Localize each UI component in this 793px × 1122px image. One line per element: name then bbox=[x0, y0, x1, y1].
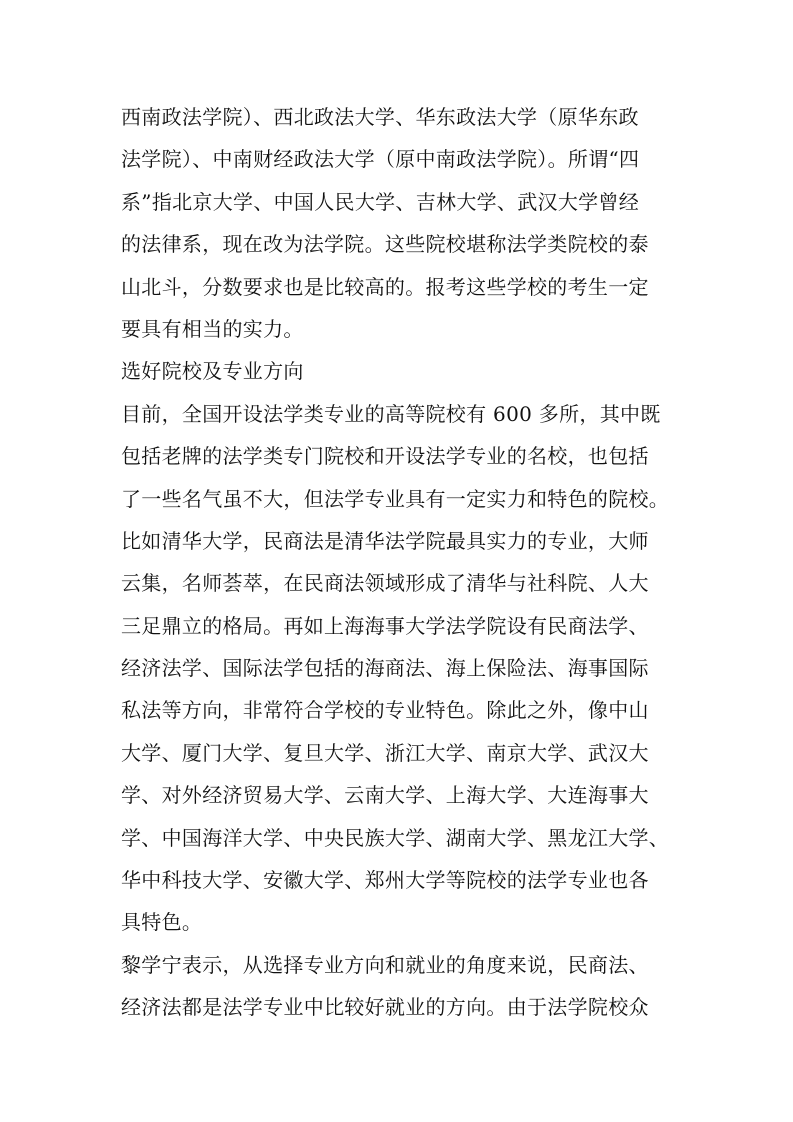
text-line: 大学、厦门大学、复旦大学、浙江大学、南京大学、武汉大 bbox=[121, 740, 649, 765]
text-line: 目前，全国开设法学类专业的高等院校有 600 多所，其中既 bbox=[121, 401, 661, 426]
text-line: 比如清华大学，民商法是清华法学院最具实力的专业，大师 bbox=[121, 528, 649, 553]
text-line: 经济法都是法学专业中比较好就业的方向。由于法学院校众 bbox=[121, 995, 649, 1020]
body-text bbox=[121, 96, 689, 1029]
text-line: 学、对外经济贸易大学、云南大学、上海大学、大连海事大 bbox=[121, 783, 649, 808]
text-line: 华中科技大学、安徽大学、郑州大学等院校的法学专业也各 bbox=[121, 868, 649, 893]
text-line: 包括老牌的法学类专门院校和开设法学专业的名校，也包括 bbox=[121, 444, 649, 469]
text-line: 了一些名气虽不大，但法学专业具有一定实力和特色的院校。 bbox=[121, 486, 670, 511]
text-line: 西南政法学院）、西北政法大学、华东政法大学（原华东政 bbox=[121, 105, 639, 129]
text-line: 具特色。 bbox=[121, 910, 203, 935]
text-line: 私法等方向，非常符合学校的专业特色。除此之外，像中山 bbox=[121, 698, 649, 723]
text-line: 云集，名师荟萃，在民商法领域形成了清华与社科院、人大 bbox=[121, 571, 649, 596]
text-line: 三足鼎立的格局。再如上海海事大学法学院设有民商法学、 bbox=[121, 613, 649, 638]
text-line: 经济法学、国际法学包括的海商法、海上保险法、海事国际 bbox=[121, 656, 649, 681]
section-heading: 选好院校及专业方向 bbox=[121, 359, 304, 384]
text-line: 要具有相当的实力。 bbox=[121, 316, 304, 341]
text-line: 山北斗，分数要求也是比较高的。报考这些学校的考生一定 bbox=[121, 274, 649, 299]
text-line: 黎学宁表示，从选择专业方向和就业的角度来说，民商法、 bbox=[121, 952, 649, 977]
text-line: 的法律系，现在改为法学院。这些院校堪称法学类院校的泰 bbox=[121, 232, 649, 257]
text-line: 系”指北京大学、中国人民大学、吉林大学、武汉大学曾经 bbox=[121, 189, 640, 214]
text-line: 法学院）、中南财经政法大学（原中南政法学院）。所谓“四 bbox=[121, 147, 640, 172]
text-line: 学、中国海洋大学、中央民族大学、湖南大学、黑龙江大学、 bbox=[121, 825, 670, 850]
